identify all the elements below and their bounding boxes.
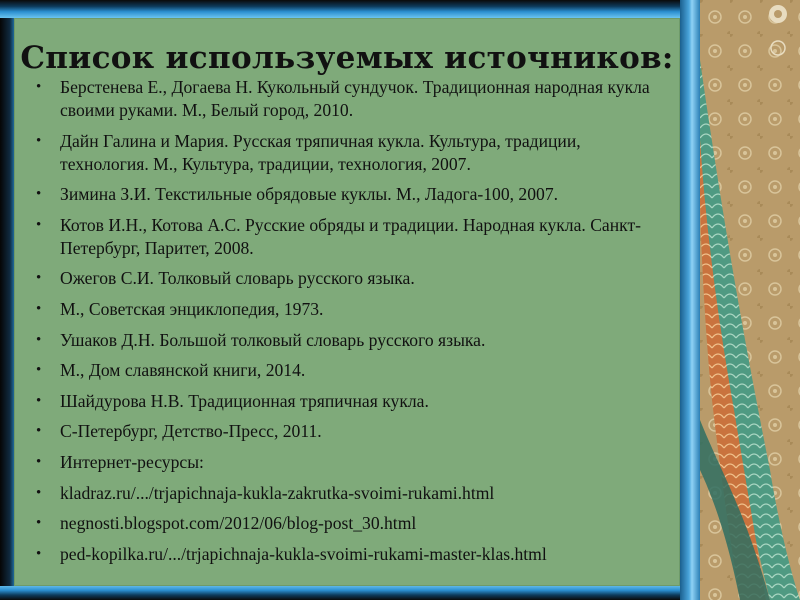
source-list-item xyxy=(32,267,662,290)
sources-list xyxy=(32,76,662,573)
source-list-item xyxy=(32,543,662,566)
source-text: negnosti.blogspot.com/2012/06/blog-post_30.html xyxy=(60,513,417,534)
bullet-icon: • xyxy=(36,216,42,233)
decorative-ornament-panel xyxy=(700,0,800,600)
bullet-icon: • xyxy=(36,132,42,149)
source-text: М., Советская энциклопедия, 1973. xyxy=(60,298,324,319)
source-list-item xyxy=(32,130,662,176)
bullet-icon: • xyxy=(36,392,42,409)
bullet-icon: • xyxy=(36,79,42,95)
frame-left-strip xyxy=(0,0,14,600)
bullet-icon: • xyxy=(36,362,42,379)
frame-right-edge xyxy=(680,0,700,600)
bullet-icon: • xyxy=(36,484,42,501)
content-panel xyxy=(14,18,680,586)
source-text: Котов И.Н., Котова А.С. Русские обряды и традиции. Народная кукла. Санкт-Петербург, Паритет, 2008. xyxy=(60,214,642,258)
source-text: Ушаков Д.Н. Большой толковый словарь русского языка. xyxy=(60,329,486,350)
source-list-item xyxy=(32,359,662,382)
source-list-item xyxy=(32,390,662,413)
source-list-item xyxy=(32,214,662,260)
source-text: С-Петербург, Детство-Пресс, 2011. xyxy=(60,421,322,442)
bullet-icon: • xyxy=(36,515,42,532)
source-text: Дайн Галина и Мария. Русская тряпичная кукла. Культура, традиции, технология. М., Культура, традиции, технология, 2007. xyxy=(60,130,581,174)
bullet-icon: • xyxy=(36,300,42,317)
source-text: ped-kopilka.ru/.../trjapichnaja-kukla-svoimi-rukami-master-klas.html xyxy=(60,543,547,564)
source-list-item xyxy=(32,183,662,206)
source-list-item xyxy=(32,420,662,443)
bullet-icon: • xyxy=(36,270,42,287)
source-list-item xyxy=(32,298,662,321)
source-text: Шайдурова Н.В. Традиционная тряпичная кукла. xyxy=(60,390,429,411)
source-text: Берстенева Е., Догаева Н. Кукольный сундучок. Традиционная народная кукла своими руками. М., Белый город, 2010. xyxy=(60,77,650,120)
bullet-icon: • xyxy=(36,423,42,440)
source-text: kladraz.ru/.../trjapichnaja-kukla-zakrutka-svoimi-rukami.html xyxy=(60,482,495,503)
source-text: Ожегов С.И. Толковый словарь русского языка. xyxy=(60,268,415,289)
source-list-item xyxy=(32,329,662,352)
bullet-icon: • xyxy=(36,331,42,348)
source-text: Зимина З.И. Текстильные обрядовые куклы. М., Ладога-100, 2007. xyxy=(60,184,559,205)
ornament-graphic xyxy=(700,0,800,600)
source-list-item xyxy=(32,512,662,535)
frame-top-bar xyxy=(0,0,690,18)
bullet-icon: • xyxy=(36,186,42,203)
bullet-icon: • xyxy=(36,545,42,562)
source-text: М., Дом славянской книги, 2014. xyxy=(60,360,306,381)
frame-bottom-bar xyxy=(0,586,690,600)
bullet-icon: • xyxy=(36,453,42,470)
source-list-item xyxy=(32,76,662,122)
source-list-item xyxy=(32,451,662,474)
slide-title: Список используемых источников: xyxy=(20,40,674,76)
source-text: Интернет-ресурсы: xyxy=(60,451,204,472)
source-list-item xyxy=(32,482,662,505)
